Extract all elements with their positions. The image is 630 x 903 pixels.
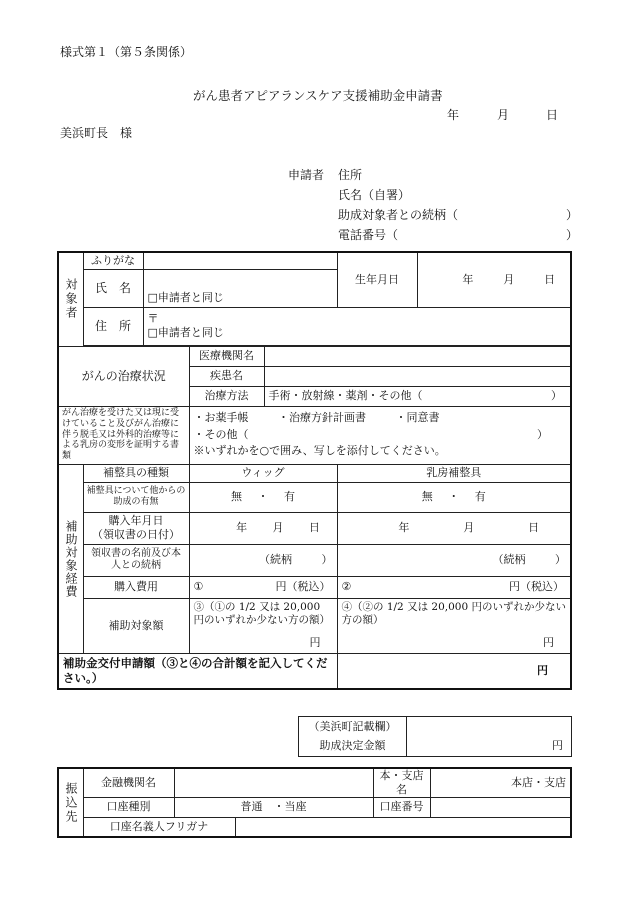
wig-subsidy-field[interactable] <box>189 482 337 512</box>
applicant-phone-end: ） <box>566 228 579 242</box>
breast-date-year: 年 <box>398 521 410 535</box>
breast-receipt-field[interactable] <box>337 544 571 576</box>
purchase-date-label <box>83 512 189 544</box>
receipt-label: 領収書の名前及び本人との続柄 <box>83 544 189 576</box>
applicant-relation-label: 助成対象者との続柄（ <box>338 208 459 222</box>
documents-field[interactable] <box>189 406 571 464</box>
wig-cost-yen: 円（税込） <box>275 580 331 594</box>
breast-dot: ・ <box>448 490 460 504</box>
wig-cost-field[interactable] <box>189 576 337 598</box>
wig-date-month: 月 <box>272 521 284 535</box>
doc-option-consent[interactable]: ・同意書 <box>395 411 440 425</box>
doc-option-medication[interactable]: ・お薬手帳 <box>193 411 249 425</box>
holder-label: 口座名義人フリガナ <box>83 817 235 837</box>
breast-target-field[interactable] <box>337 598 571 653</box>
doc-option-other-end: ） <box>537 427 548 441</box>
purchase-date-sub: （領収書の日付） <box>92 528 180 541</box>
wig-target-field[interactable] <box>189 598 337 653</box>
address-field[interactable] <box>143 307 571 345</box>
total-label: 補助金交付申請額（③と④の合計額を記入してください。） <box>58 653 337 689</box>
birth-year: 年 <box>462 272 474 286</box>
method-options[interactable]: 手術・放射線・薬剤・その他（ <box>268 389 423 403</box>
birth-field[interactable] <box>417 252 571 307</box>
wig-receipt-field[interactable] <box>189 544 337 576</box>
birth-month: 月 <box>503 272 515 286</box>
furigana-field[interactable] <box>143 252 337 269</box>
decision-amount-label: 助成決定金額 <box>299 737 407 757</box>
bank-label: 金融機関名 <box>83 768 174 797</box>
expense-section-label: 補助対象経費 <box>58 464 83 653</box>
account-type-label: 口座種別 <box>83 797 174 817</box>
wig-relation-end: ） <box>321 553 333 567</box>
breast-cost-yen: 円（税込） <box>509 580 564 594</box>
bank-field[interactable] <box>174 768 373 797</box>
branch-options[interactable]: 本店・支店 <box>511 775 566 789</box>
breast-subsidy-field[interactable] <box>337 482 571 512</box>
doc-option-plan[interactable]: ・治療方針計画書 <box>278 411 366 425</box>
date-month: 月 <box>497 108 510 122</box>
treatment-label: がんの治療状況 <box>58 346 189 406</box>
breast-yes-option[interactable]: 有 <box>474 490 486 504</box>
date-year: 年 <box>447 108 460 122</box>
wig-none-option[interactable]: 無 <box>231 490 242 504</box>
breast-target-yen: 円 <box>543 635 554 649</box>
main-form-table <box>57 251 572 690</box>
address-label: 住 所 <box>83 307 143 345</box>
name-same-checkbox[interactable]: □申請者と同じ <box>147 290 224 304</box>
other-subsidy-label: 補整具について他からの助成の有無 <box>83 482 189 512</box>
breast-relation: （続柄 <box>492 553 526 567</box>
total-yen: 円 <box>537 663 548 677</box>
wig-date-year: 年 <box>236 521 248 535</box>
wig-relation: （続柄 <box>259 553 292 567</box>
holder-field[interactable] <box>235 817 571 837</box>
birth-label: 生年月日 <box>337 252 417 307</box>
applicant-relation-end: ） <box>566 208 579 222</box>
applicant-name-label: 氏名（自署） <box>338 188 411 202</box>
decision-amount-field[interactable] <box>407 717 572 757</box>
purchase-date-title: 購入年月日 <box>108 513 164 527</box>
breast-date-month: 月 <box>463 521 475 535</box>
subject-section-label: 対象者 <box>58 252 83 346</box>
total-field[interactable] <box>337 653 571 689</box>
birth-day: 日 <box>544 272 556 286</box>
breast-date-field[interactable] <box>337 512 571 544</box>
method-end: ） <box>551 389 562 403</box>
account-number-field[interactable] <box>430 797 571 817</box>
postal-mark: 〒 <box>147 312 159 326</box>
wig-date-field[interactable] <box>189 512 337 544</box>
branch-label: 本・支店名 <box>373 768 430 797</box>
name-field[interactable] <box>143 269 337 307</box>
wig-dot: ・ <box>257 490 269 504</box>
method-field[interactable] <box>264 386 571 406</box>
form-title: がん患者アピアランスケア支援補助金申請書 <box>193 88 443 103</box>
transfer-table <box>57 767 572 838</box>
cost-label: 購入費用 <box>83 576 189 598</box>
disease-field[interactable] <box>264 366 571 386</box>
applicant-address-label: 住所 <box>338 168 363 182</box>
branch-field[interactable] <box>430 768 571 797</box>
breast-cost-field[interactable] <box>337 576 571 598</box>
address-same-checkbox[interactable]: □申請者と同じ <box>147 326 224 339</box>
breast-relation-end: ） <box>555 553 566 567</box>
account-type-options[interactable]: 普通 ・当座 <box>240 800 307 814</box>
decision-yen: 円 <box>552 739 563 753</box>
transfer-section-label: 振込先 <box>58 768 83 837</box>
breast-date-day: 日 <box>528 521 540 535</box>
method-label: 治療方法 <box>189 386 264 406</box>
name-label: 氏 名 <box>83 269 143 307</box>
documents-note: ※いずれかを○で囲み、写しを添付してください。 <box>193 444 446 458</box>
institution-label: 医療機関名 <box>189 346 264 366</box>
wig-target-yen: 円 <box>309 635 321 649</box>
disease-label: 疾患名 <box>189 366 264 386</box>
breast-cost-marker: ② <box>341 580 352 594</box>
device-type-label: 補整具の種類 <box>83 464 189 482</box>
doc-option-other[interactable]: ・その他（ <box>193 427 249 441</box>
breast-none-option[interactable]: 無 <box>421 490 433 504</box>
addressee: 美浜町長 様 <box>60 126 133 140</box>
wig-yes-option[interactable]: 有 <box>284 490 295 504</box>
office-use-label: （美浜町記載欄） <box>299 717 407 737</box>
applicant-label: 申請者 <box>288 168 325 182</box>
wig-date-day: 日 <box>308 521 320 535</box>
documents-label: がん治療を受けた又は現に受けていること及びがん治療に伴う脱毛又は外科的治療等による乳房の変形を証明する書類 <box>58 406 189 464</box>
target-amount-label: 補助対象額 <box>83 598 189 653</box>
applicant-phone-label: 電話番号（ <box>338 228 399 242</box>
wig-header: ウィッグ <box>189 464 337 482</box>
breast-target-formula: ④（②の 1/2 又は 20,000 円のいずれか少ない方の額） <box>341 600 566 626</box>
furigana-label: ふりがな <box>83 252 143 269</box>
form-number: 様式第１（第５条関係） <box>60 45 193 59</box>
breast-header: 乳房補整具 <box>337 464 571 482</box>
wig-cost-marker: ① <box>193 580 204 594</box>
wig-target-formula: ③（①の 1/2 又は 20,000 円のいずれか少ない方の額） <box>193 600 330 626</box>
account-number-label: 口座番号 <box>373 797 430 817</box>
account-type-field[interactable] <box>174 797 373 817</box>
office-use-table <box>298 716 572 757</box>
date-day: 日 <box>546 108 559 122</box>
institution-field[interactable] <box>264 346 571 366</box>
